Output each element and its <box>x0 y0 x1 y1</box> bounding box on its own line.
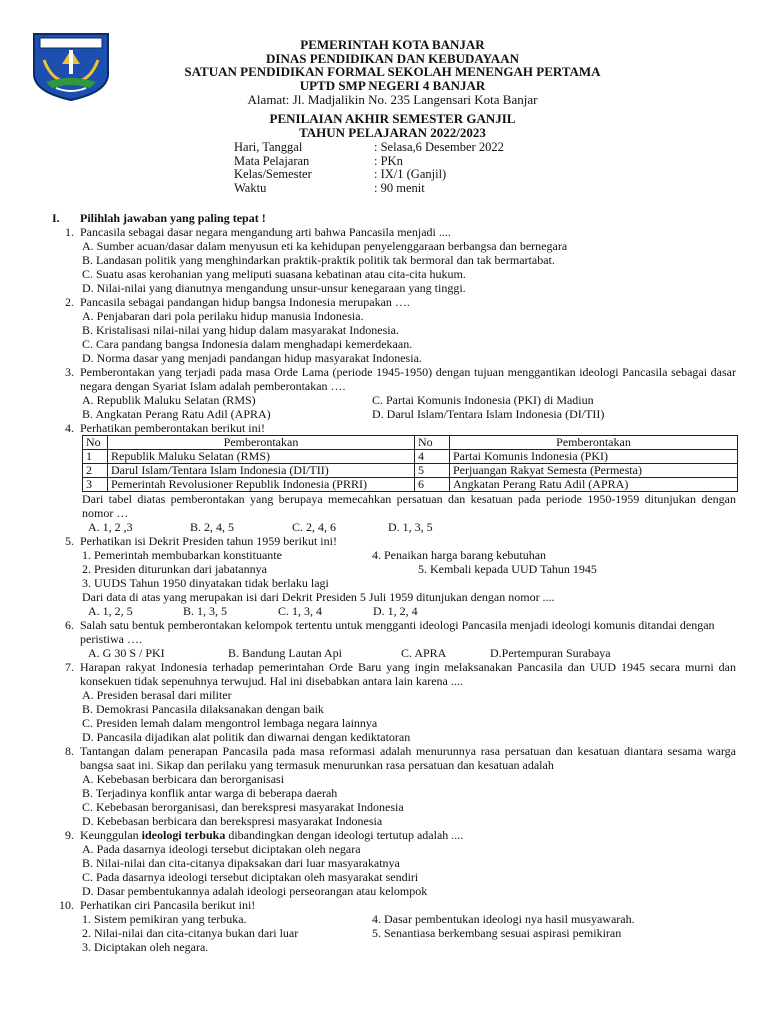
question-number: 6. <box>65 618 74 632</box>
column-header-pemberontakan: Pemberontakan <box>450 436 738 450</box>
section-number: I. <box>52 211 60 225</box>
table-cell-no: 3 <box>83 478 108 492</box>
decree-item: 4. Penaikan harga barang kebutuhan <box>372 548 547 562</box>
option-c: C. 1, 3, 4 <box>278 604 323 618</box>
option-a: A. 1, 2 ,3 <box>88 520 133 534</box>
question-9 <box>52 828 736 842</box>
options-grid <box>52 646 736 660</box>
question-1 <box>52 225 736 239</box>
characteristic-item: 1. Sistem pemikiran yang terbuka. <box>82 912 247 926</box>
header-line-4: UPTD SMP NEGERI 4 BANJAR <box>299 77 486 93</box>
characteristic-item: 5. Senantiasa berkembang sesuai aspirasi pemikiran <box>372 926 622 940</box>
characteristic-items <box>52 912 736 940</box>
option-a: A. Kebebasan berbicara dan berorganisasi <box>82 772 285 786</box>
header-line-3: SATUAN PENDIDIKAN FORMAL SEKOLAH MENENGAH PERTAMA <box>184 64 601 79</box>
option-b: B. Nilai-nilai dan cita-citanya dipaksakan dari luar masyarakatnya <box>82 856 400 870</box>
question-3 <box>52 365 736 393</box>
option-b: B. Landasan politik yang menghindarkan praktik-praktik politik tak bermoral dan tak bermartabat. <box>82 253 555 267</box>
table-cell-no: 5 <box>415 464 450 478</box>
option-d: D. Kebebasan berbicara dan berekspresi masyarakat Indonesia <box>82 814 383 828</box>
question-followup-text: Dari tabel diatas pemberontakan yang berupaya memecahkan persatuan dan kesatuan pada periode 1950-1959 ditunjukan dengan nomor … <box>82 492 736 520</box>
school-address: Alamat: Jl. Madjalikin No. 235 Langensari Kota Banjar <box>247 92 538 107</box>
option-c: C. Cara pandang bangsa Indonesia dalam menghadapi kemerdekaan. <box>82 337 413 351</box>
header-line-2: DINAS PENDIDIKAN DAN KEBUDAYAAN <box>266 50 519 66</box>
option-c: C. Presiden lemah dalam mengontrol lembaga negara lainnya <box>82 716 378 730</box>
decree-items <box>52 548 736 576</box>
option-d: D. Pancasila dijadikan alat politik dan diwarnai dengan kediktatoran <box>82 730 411 744</box>
decree-item: 2. Presiden diturunkan dari jabatannya <box>82 562 267 576</box>
table-row <box>83 450 738 464</box>
option-d: D. Darul Islam/Tentara Islam Indonesia (DI/TII) <box>372 407 605 421</box>
exam-title <box>130 112 655 140</box>
question-number: 1. <box>65 225 74 239</box>
option-b: B. Kristalisasi nilai-nilai yang hidup dalam masyarakat Indonesia. <box>82 323 399 337</box>
table-cell-pemberontakan: Darul Islam/Tentara Islam Indonesia (DI/TII) <box>108 464 415 478</box>
characteristic-item: 4. Dasar pembentukan ideologi nya hasil musyawarah. <box>372 912 635 926</box>
school-letterhead <box>130 38 655 107</box>
question-text: Perhatikan pemberontakan berikut ini! <box>80 421 265 435</box>
options-grid <box>52 393 736 421</box>
info-value: : Selasa,6 Desember 2022 <box>374 140 504 154</box>
table-cell-pemberontakan: Perjuangan Rakyat Semesta (Permesta) <box>450 464 738 478</box>
option-d: D. 1, 3, 5 <box>388 520 433 534</box>
question-text: Tantangan dalam penerapan Pancasila pada masa reformasi adalah menurunnya rasa persatuan dan kesatuan diantara sesama warga bangsa saat ini. Sikap dan perilaku yang termasuk menurunkan rasa persatuan dan kesatuan adalah <box>80 744 736 772</box>
option-c: C. Suatu asas kerohanian yang meliputi suasana kebatinan atau cita-cita hukum. <box>82 267 466 281</box>
question-number: 7. <box>65 660 74 674</box>
option-a: A. 1, 2, 5 <box>88 604 133 618</box>
option-a: A. G 30 S / PKI <box>88 646 165 660</box>
option-d: D. 1, 2, 4 <box>373 604 418 618</box>
rebellion-table <box>82 435 738 492</box>
question-text: Perhatikan ciri Pancasila berikut ini! <box>80 898 256 912</box>
option-b: B. Demokrasi Pancasila dilaksanakan dengan baik <box>82 702 324 716</box>
table-row <box>83 464 738 478</box>
option-c: C. Kebebasan berorganisasi, dan berekspresi masyarakat Indonesia <box>82 800 404 814</box>
question-number: 3. <box>65 365 74 379</box>
question-number: 4. <box>65 421 74 435</box>
info-value: : PKn <box>374 153 403 168</box>
header-line-1: PEMERINTAH KOTA BANJAR <box>300 37 485 52</box>
option-d: D. Norma dasar yang menjadi pandangan hidup masyarakat Indonesia. <box>82 351 422 365</box>
question-number: 5. <box>65 534 74 548</box>
table-cell-pemberontakan: Angkatan Perang Ratu Adil (APRA) <box>450 478 738 492</box>
question-5 <box>52 534 736 548</box>
table-row <box>83 478 738 492</box>
kota-banjar-emblem-logo <box>30 30 112 102</box>
question-list <box>52 211 736 954</box>
question-text: Pemberontakan yang terjadi pada masa Orde Lama (periode 1945-1950) dengan tujuan menggantikan ideologi Pancasila sebagai dasar negara dengan Syariat Islam adalah pemberontakan …. <box>80 365 736 393</box>
info-label: Mata Pelajaran <box>234 153 310 168</box>
option-a: A. Penjabaran dari pola perilaku hidup manusia Indonesia. <box>82 309 364 323</box>
question-text: Pancasila sebagai pandangan hidup bangsa Indonesia merupakan …. <box>80 295 410 309</box>
info-label: Hari, Tanggal <box>234 140 303 154</box>
question-text <box>80 828 736 842</box>
exam-title-line-2: TAHUN PELAJARAN 2022/2023 <box>299 125 486 140</box>
option-b: B. Terjadinya konflik antar warga di beberapa daerah <box>82 786 338 800</box>
option-a: A. Sumber acuan/dasar dalam menyusun eti ka kehidupan penyelenggaraan berbangsa dan bernegara <box>82 239 568 253</box>
question-text-post: dibandingkan dengan ideologi tertutup adalah .... <box>225 828 464 842</box>
option-b: B. 2, 4, 5 <box>190 520 235 534</box>
question-10 <box>52 898 736 912</box>
decree-item: 1. Pemerintah membubarkan konstituante <box>82 548 282 562</box>
question-number: 10. <box>59 898 74 912</box>
decree-item: 3. UUDS Tahun 1950 dinyatakan tidak berlaku lagi <box>82 576 329 590</box>
option-b: B. Angkatan Perang Ratu Adil (APRA) <box>82 407 271 421</box>
question-text-pre: Keunggulan <box>80 828 142 842</box>
options-grid <box>52 604 736 618</box>
question-number: 9. <box>65 828 74 842</box>
question-4 <box>52 421 736 435</box>
table-cell-no: 4 <box>415 450 450 464</box>
option-c: C. Pada dasarnya ideologi tersebut diciptakan oleh masyarakat sendiri <box>82 870 419 884</box>
info-value: : 90 menit <box>374 181 425 196</box>
table-cell-pemberontakan: Republik Maluku Selatan (RMS) <box>108 450 415 464</box>
question-text: Perhatikan isi Dekrit Presiden tahun 1959 berikut ini! <box>80 534 337 548</box>
option-c: C. Partai Komunis Indonesia (PKI) di Madiun <box>372 393 594 407</box>
table-header-row <box>83 436 738 450</box>
question-number: 2. <box>65 295 74 309</box>
info-label: Kelas/Semester <box>234 167 312 182</box>
question-text: Harapan rakyat Indonesia terhadap pemerintahan Orde Baru yang ingin melaksanakan Pancasila dan UUD 1945 secara murni dan konsekuen tidak sepenuhnya terwujud. Hal ini disebabkan antara lain karena .... <box>80 660 736 688</box>
decree-item: 5. Kembali kepada UUD Tahun 1945 <box>418 562 597 576</box>
column-header-no: No <box>415 436 450 450</box>
characteristic-item: 2. Nilai-nilai dan cita-citanya bukan dari luar <box>82 926 299 940</box>
question-6 <box>52 618 736 646</box>
option-d: D. Dasar pembentukannya adalah ideologi perseorangan atau kelompok <box>82 884 428 898</box>
table-cell-no: 1 <box>83 450 108 464</box>
option-d: D. Nilai-nilai yang dianutnya mengandung unsur-unsur kenegaraan yang tinggi. <box>82 281 466 295</box>
option-a: A. Republik Maluku Selatan (RMS) <box>82 393 256 407</box>
exam-title-line-1: PENILAIAN AKHIR SEMESTER GANJIL <box>269 111 516 126</box>
question-text: Salah satu bentuk pemberontakan kelompok tertentu untuk mengganti ideologi Pancasila menjadi ideologi komunis ditandai dengan peristiwa …. <box>80 618 715 646</box>
question-number: 8. <box>65 744 74 758</box>
option-b: B. 1, 3, 5 <box>183 604 228 618</box>
table-cell-pemberontakan: Pemerintah Revolusioner Republik Indonesia (PRRI) <box>108 478 415 492</box>
question-7 <box>52 660 736 688</box>
option-b: B. Bandung Lautan Api <box>228 646 342 660</box>
question-text: Pancasila sebagai dasar negara mengandung arti bahwa Pancasila menjadi .... <box>80 225 451 239</box>
question-text-bold: ideologi terbuka <box>141 828 226 842</box>
info-label: Waktu <box>234 181 267 196</box>
question-followup-text: Dari data di atas yang merupakan isi dari Dekrit Presiden 5 Juli 1959 ditunjukan dengan nomor .... <box>82 590 555 604</box>
question-8 <box>52 744 736 772</box>
column-header-no: No <box>83 436 108 450</box>
table-cell-no: 6 <box>415 478 450 492</box>
option-a: A. Presiden berasal dari militer <box>82 688 232 702</box>
characteristic-item: 3. Diciptakan oleh negara. <box>82 940 209 954</box>
option-d: D.Pertempuran Surabaya <box>490 646 611 660</box>
info-value: : IX/1 (Ganjil) <box>374 167 447 182</box>
options-grid <box>52 520 736 534</box>
question-2 <box>52 295 736 309</box>
exam-info-block <box>234 141 504 196</box>
option-c: C. APRA <box>401 646 447 660</box>
option-a: A. Pada dasarnya ideologi tersebut diciptakan oleh negara <box>82 842 361 856</box>
table-cell-no: 2 <box>83 464 108 478</box>
column-header-pemberontakan: Pemberontakan <box>108 436 415 450</box>
section-title: Pilihlah jawaban yang paling tepat ! <box>80 211 266 225</box>
table-cell-pemberontakan: Partai Komunis Indonesia (PKI) <box>450 450 738 464</box>
option-c: C. 2, 4, 6 <box>292 520 337 534</box>
section-heading <box>52 211 736 225</box>
